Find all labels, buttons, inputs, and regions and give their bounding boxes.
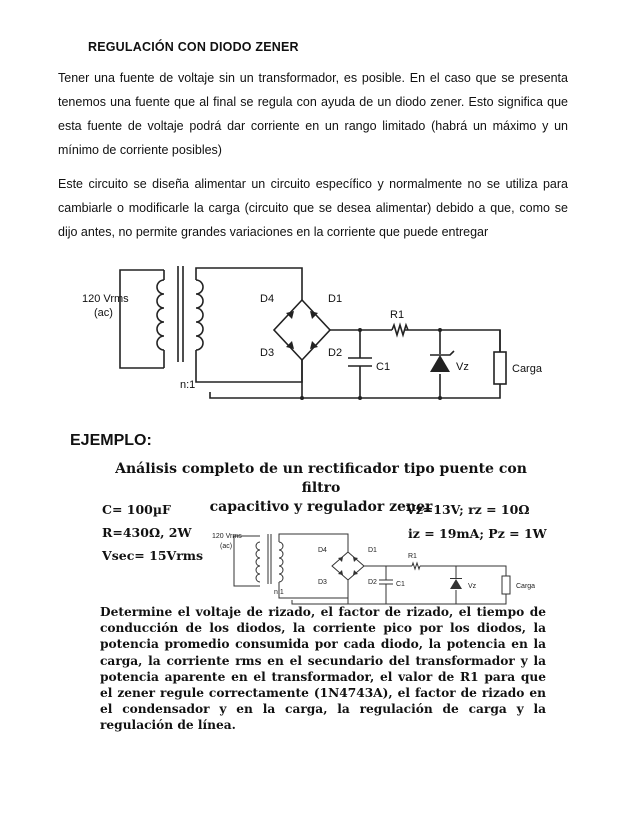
c1-label: C1	[376, 361, 391, 373]
paragraph-2: Este circuito se diseña alimentar un circuito específico y normalmente no se utiliza para cambiarle o modificarle la carga (circuito que se desea alimentar) debido a que, como se dijo antes, no permite grandes variaciones en la corriente que puede entregar	[58, 177, 568, 239]
source-ac-label: (ac)	[94, 307, 113, 319]
d4-label: D4	[260, 293, 275, 305]
spec-iz: iz = 19mA; Pz = 1W	[408, 526, 547, 541]
ex-source-ac-label: (ac)	[220, 543, 233, 550]
example-heading: EJEMPLO:	[70, 432, 152, 449]
source-label: 120 Vrms	[82, 293, 129, 305]
ratio-label: n:1	[180, 379, 196, 391]
ex-c1-label: C1	[396, 581, 405, 588]
example-description: Determine el voltaje de rizado, el factor de rizado, el tiempo de conducción de los diodos, la corriente pico por los diodos, la potencia promedio consumida por cada diodo, la potencia en la carga, la corriente rms en el secundario del transformador y la potencia aparente en el transformador, el valor de R1 para que el zener regule correctamente (1N4743A), el factor de rizado en el condensador y en la carga, la regulación de carga y la regulación de línea.	[100, 605, 546, 733]
example-title-line2: capacitivo y regulador zener	[209, 499, 433, 515]
ex-r1-label: R1	[408, 553, 417, 560]
spec-c: C= 100µF	[102, 502, 171, 517]
spec-r: R=430Ω, 2W	[102, 525, 192, 540]
ex-source-label: 120 Vrms	[212, 533, 242, 540]
d1-label: D1	[328, 293, 343, 305]
spec-vsec: Vsec= 15Vrms	[102, 548, 204, 563]
ex-load-label: Carga	[516, 583, 536, 590]
ex-ratio-label: n:1	[274, 589, 284, 596]
doc-title: REGULACIÓN CON DIODO ZENER	[88, 40, 299, 54]
d2-label: D2	[328, 347, 343, 359]
bridge-rectifier-circuit	[80, 258, 560, 410]
ex-vz-label: Vz	[468, 583, 477, 590]
ex-d3-label: D3	[318, 579, 327, 586]
r1-label: R1	[390, 309, 405, 321]
example-title-line1: Análisis completo de un rectificador tipo puente con filtro	[115, 461, 527, 496]
paragraph-1: Tener una fuente de voltaje sin un transformador, es posible. En el caso que se presenta tenemos una fuente que al final se regula con ayuda de un diodo zener. Esto significa que esta fuente de voltaje podrá dar corriente en un rango limitado (habrá un máximo y un mínimo de corriente posibles)	[58, 71, 568, 157]
ex-d4-label: D4	[318, 547, 327, 554]
load-label: Carga	[512, 363, 542, 375]
spec-vz: Vz=13V; rz = 10Ω	[406, 502, 530, 517]
d3-label: D3	[260, 347, 275, 359]
ex-d2-label: D2	[368, 579, 377, 586]
vz-label: Vz	[456, 361, 469, 373]
ex-d1-label: D1	[368, 547, 377, 554]
example-circuit	[212, 528, 552, 608]
